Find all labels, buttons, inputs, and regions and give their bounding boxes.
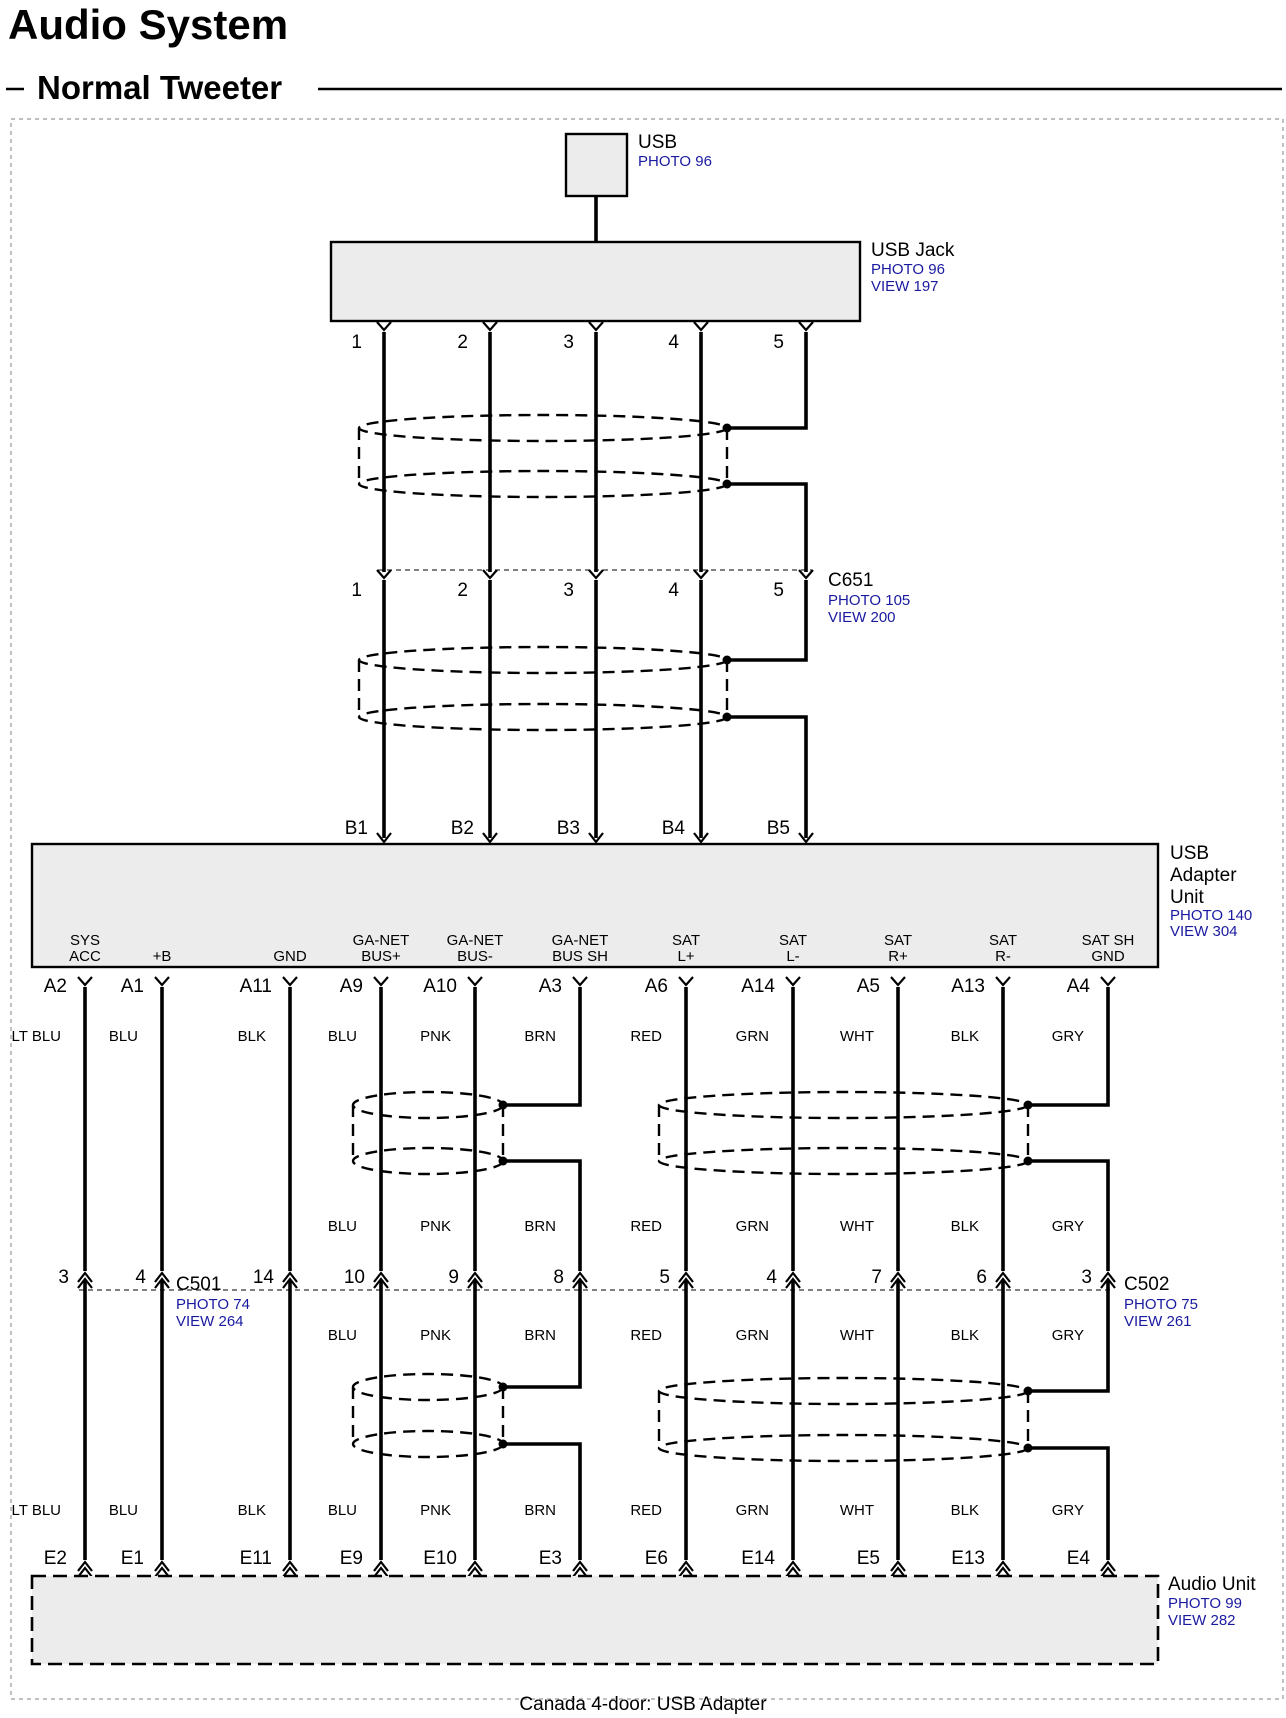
- c50x-pin-number: 10: [343, 1267, 365, 1288]
- shield-drain-dot: [723, 656, 732, 665]
- adapter-a-pin-number: A1: [120, 976, 144, 997]
- usb-jack-pin-number: 2: [457, 332, 468, 353]
- wire-color-label: BLK: [950, 1218, 979, 1235]
- usb-photo-ref: PHOTO 96: [638, 153, 712, 170]
- shield-top-ring: [353, 1092, 503, 1118]
- adapter-name-line-2: Adapter: [1170, 865, 1237, 886]
- shield-drain-dot: [723, 480, 732, 489]
- audio-unit-label: Audio Unit: [1168, 1574, 1256, 1595]
- c501-photo-ref: PHOTO 74: [176, 1296, 250, 1313]
- shield-top-ring: [353, 1374, 503, 1400]
- adapter-b-pin-number: B5: [766, 818, 790, 839]
- adapter-a-pin-number: A10: [423, 976, 457, 997]
- shield-bottom-ring: [659, 1148, 1028, 1174]
- usb-jack-view-ref: VIEW 197: [871, 278, 939, 295]
- shield-drain-dot: [1024, 1444, 1033, 1453]
- adapter-a-pin-fork: [996, 977, 1010, 985]
- shield-bottom-ring: [359, 704, 727, 730]
- adapter-a-pin-fork: [78, 977, 92, 985]
- c50x-pin-number: 3: [58, 1267, 69, 1288]
- shield-bottom-ring: [359, 471, 727, 497]
- c50x-pin-number: 4: [766, 1267, 777, 1288]
- adapter-name-line-3: Unit: [1170, 887, 1204, 908]
- adapter-a-pin-fork: [283, 977, 297, 985]
- adapter-a-pin-number: A14: [741, 976, 775, 997]
- wire-color-label: BRN: [524, 1327, 556, 1344]
- wire-color-label: GRN: [735, 1218, 769, 1235]
- usb-label: USB: [638, 132, 678, 153]
- ga-net-shield-upper: [353, 1092, 503, 1174]
- wire-color-label: RED: [630, 1218, 662, 1235]
- adapter-a-pin-fork: [891, 977, 905, 985]
- wire-color-label: BLK: [950, 1327, 979, 1344]
- usb-shield-upper: [359, 415, 727, 497]
- wire-color-label: LT BLU: [11, 1028, 61, 1045]
- wire-color-label: BRN: [524, 1028, 556, 1045]
- drain-wire: [727, 580, 806, 660]
- wire-color-label: GRN: [735, 1502, 769, 1519]
- jack-pin-fork: [799, 322, 813, 330]
- wire-color-label: BLU: [108, 1028, 138, 1045]
- adapter-b-pin-number: B3: [556, 818, 580, 839]
- adapter-bottom-pin-label: +B: [152, 948, 172, 965]
- wire-color-label: WHT: [839, 1028, 874, 1045]
- wire-color-label: WHT: [839, 1218, 874, 1235]
- wire-color-label: GRY: [1051, 1218, 1084, 1235]
- adapter-a-pin-number: A11: [239, 976, 272, 997]
- wire-color-label: GRN: [735, 1327, 769, 1344]
- usb-shield-lower: [359, 647, 727, 730]
- c502-photo-ref: PHOTO 75: [1124, 1296, 1198, 1313]
- audio-e-pin-number: E1: [120, 1548, 144, 1569]
- wire-color-label: RED: [630, 1028, 662, 1045]
- usb-jack-label: USB Jack: [871, 240, 955, 261]
- adapter-bottom-pin-label: BUS-: [457, 948, 493, 965]
- adapter-bottom-pin-label: GA-NET: [446, 932, 504, 949]
- wire-color-label: BLK: [237, 1028, 266, 1045]
- c502-label: C502: [1124, 1274, 1170, 1295]
- audio-unit-body: [32, 1576, 1158, 1664]
- shield-drain-dot: [723, 424, 732, 433]
- wire-color-label: RED: [630, 1502, 662, 1519]
- adapter-photo-ref: PHOTO 140: [1170, 907, 1253, 924]
- shield-bottom-ring: [353, 1148, 503, 1174]
- adapter-a-pin-number: A4: [1066, 976, 1090, 997]
- drain-wire: [727, 484, 806, 572]
- c651-photo-ref: PHOTO 105: [828, 592, 911, 609]
- usb-jack-pin-number: 5: [773, 332, 784, 353]
- adapter-bottom-pin-label: R+: [888, 948, 908, 965]
- adapter-a-pin-fork: [374, 977, 388, 985]
- adapter-bottom-pin-label: SYS: [69, 932, 101, 949]
- audio-e-pin-number: E2: [43, 1548, 67, 1569]
- audio-e-pin-number: E10: [423, 1548, 457, 1569]
- wire-color-label: RED: [630, 1327, 662, 1344]
- wire-color-label: GRN: [735, 1028, 769, 1045]
- shield-drain-dot: [499, 1440, 508, 1449]
- adapter-bottom-pin-label: L-: [786, 948, 800, 965]
- wire-color-label: BLK: [950, 1502, 979, 1519]
- wire-color-label: BLU: [327, 1502, 357, 1519]
- c50x-pin-number: 5: [659, 1267, 670, 1288]
- adapter-name-line-1: USB: [1170, 843, 1210, 864]
- adapter-a-pin-number: A5: [856, 976, 880, 997]
- adapter-bottom-pin-label: SAT SH: [1081, 932, 1135, 949]
- c651-view-ref: VIEW 200: [828, 609, 896, 626]
- adapter-bottom-pin-label: R-: [995, 948, 1011, 965]
- audio-unit-photo-ref: PHOTO 99: [1168, 1595, 1242, 1612]
- c651-pin-number: 3: [563, 580, 574, 601]
- adapter-bottom-pin-label: GA-NET: [352, 932, 410, 949]
- wire-color-label: GRY: [1051, 1327, 1084, 1344]
- shield-drain-dot: [1024, 1387, 1033, 1396]
- wire-color-label: BLU: [327, 1028, 357, 1045]
- jack-pin-fork: [589, 322, 603, 330]
- adapter-bottom-pin-label: SAT: [671, 932, 701, 949]
- usb-jack-photo-ref: PHOTO 96: [871, 261, 945, 278]
- c651-pin-number: 4: [668, 580, 679, 601]
- c651-pin-number: 1: [351, 580, 362, 601]
- shield-drain-dot: [499, 1157, 508, 1166]
- adapter-a-pin-fork: [1101, 977, 1115, 985]
- adapter-bottom-pin-label: GA-NET: [551, 932, 609, 949]
- audio-e-pin-number: E6: [644, 1548, 668, 1569]
- c501-view-ref: VIEW 264: [176, 1313, 244, 1330]
- adapter-bottom-pin-label: SAT: [883, 932, 913, 949]
- shield-bottom-ring: [353, 1431, 503, 1457]
- sat-shield-upper: [659, 1092, 1028, 1174]
- adapter-a-pin-number: A3: [538, 976, 562, 997]
- jack-pin-fork: [694, 322, 708, 330]
- adapter-a-pin-fork: [155, 977, 169, 985]
- wire-color-label: BLU: [327, 1327, 357, 1344]
- shield-drain-dot: [499, 1383, 508, 1392]
- usb-jack-body: [331, 242, 860, 321]
- drain-wire: [1028, 987, 1108, 1105]
- c50x-pin-number: 6: [976, 1267, 987, 1288]
- drain-wire: [1028, 1161, 1108, 1271]
- wire-color-label: PNK: [420, 1028, 451, 1045]
- footer-caption: Canada 4-door: USB Adapter: [519, 1694, 767, 1715]
- usb-jack-pin-number: 4: [668, 332, 679, 353]
- wire-color-label: LT BLU: [11, 1502, 61, 1519]
- usb-jack-wires: [345, 322, 822, 883]
- adapter-bottom-pin-label: GND: [273, 948, 307, 965]
- adapter-bottom-pin-label: SAT: [988, 932, 1018, 949]
- adapter-bottom-pin-label: ACC: [69, 948, 101, 965]
- adapter-bottom-pin-label: L+: [677, 948, 695, 965]
- audio-e-pin-number: E5: [856, 1548, 880, 1569]
- shield-bottom-ring: [659, 1435, 1028, 1461]
- c502-view-ref: VIEW 261: [1124, 1313, 1192, 1330]
- shield-top-ring: [659, 1378, 1028, 1404]
- shield-drain-dot: [723, 713, 732, 722]
- wire-color-label: BLU: [327, 1218, 357, 1235]
- c50x-pin-number: 9: [448, 1267, 459, 1288]
- adapter-view-ref: VIEW 304: [1170, 923, 1238, 940]
- c50x-pin-number: 14: [252, 1267, 274, 1288]
- wire-color-label: BRN: [524, 1502, 556, 1519]
- audio-e-pin-number: E3: [538, 1548, 562, 1569]
- ga-net-shield-lower: [353, 1374, 503, 1457]
- shield-top-ring: [359, 415, 727, 441]
- audio-e-pin-number: E9: [339, 1548, 363, 1569]
- wire-color-label: BLU: [108, 1502, 138, 1519]
- shield-drain-dot: [1024, 1157, 1033, 1166]
- wire-color-label: PNK: [420, 1218, 451, 1235]
- drain-wire: [503, 987, 580, 1105]
- c651-pin-number: 2: [457, 580, 468, 601]
- adapter-a-pin-fork: [468, 977, 482, 985]
- adapter-a-pin-number: A9: [339, 976, 363, 997]
- wire-color-label: BLK: [237, 1502, 266, 1519]
- c501-label: C501: [176, 1274, 222, 1295]
- adapter-a-pin-number: A6: [644, 976, 668, 997]
- adapter-bottom-pin-label: GND: [1091, 948, 1125, 965]
- audio-e-pin-number: E11: [239, 1548, 272, 1569]
- c651-pin-number: 5: [773, 580, 784, 601]
- shield-top-ring: [359, 647, 727, 673]
- wire-color-label: WHT: [839, 1502, 874, 1519]
- adapter-a-pin-fork: [573, 977, 587, 985]
- adapter-a-pin-fork: [679, 977, 693, 985]
- adapter-a-pin-number: A2: [43, 976, 67, 997]
- audio-unit-view-ref: VIEW 282: [1168, 1612, 1236, 1629]
- c50x-pin-number: 4: [135, 1267, 146, 1288]
- adapter-bottom-pin-label: BUS SH: [552, 948, 608, 965]
- drain-wire: [727, 332, 806, 428]
- shield-drain-dot: [1024, 1101, 1033, 1110]
- adapter-b-pin-number: B1: [344, 818, 368, 839]
- shield-top-ring: [659, 1092, 1028, 1118]
- c50x-pin-number: 3: [1081, 1267, 1092, 1288]
- jack-pin-fork: [377, 322, 391, 330]
- usb-jack-pin-number: 3: [563, 332, 574, 353]
- wire-color-label: WHT: [839, 1327, 874, 1344]
- wire-color-label: BRN: [524, 1218, 556, 1235]
- wire-color-label: BLK: [950, 1028, 979, 1045]
- adapter-a-pin-number: A13: [951, 976, 985, 997]
- adapter-a-pin-fork: [786, 977, 800, 985]
- adapter-bottom-pin-label: SAT: [778, 932, 808, 949]
- c651-label: C651: [828, 570, 874, 591]
- usb-jack-pin-number: 1: [351, 332, 362, 353]
- audio-e-pin-number: E13: [951, 1548, 985, 1569]
- audio-e-pin-number: E4: [1066, 1548, 1090, 1569]
- drain-wire: [503, 1161, 580, 1271]
- wire-color-label: PNK: [420, 1327, 451, 1344]
- sat-shield-lower: [659, 1378, 1028, 1461]
- c50x-pin-number: 7: [871, 1267, 882, 1288]
- page-subtitle: Normal Tweeter: [37, 69, 283, 106]
- wire-color-label: PNK: [420, 1502, 451, 1519]
- shield-drain-dot: [499, 1101, 508, 1110]
- wire-color-label: GRY: [1051, 1028, 1084, 1045]
- adapter-to-audio-wires: [12, 932, 1135, 1614]
- adapter-b-pin-number: B2: [450, 818, 474, 839]
- adapter-bottom-pin-label: BUS+: [361, 948, 401, 965]
- c50x-pin-number: 8: [553, 1267, 564, 1288]
- wire-color-label: GRY: [1051, 1502, 1084, 1519]
- audio-e-pin-number: E14: [741, 1548, 775, 1569]
- page-title: Audio System: [8, 1, 289, 48]
- adapter-b-pin-number: B4: [661, 818, 685, 839]
- jack-pin-fork: [483, 322, 497, 330]
- usb-component: [566, 134, 627, 196]
